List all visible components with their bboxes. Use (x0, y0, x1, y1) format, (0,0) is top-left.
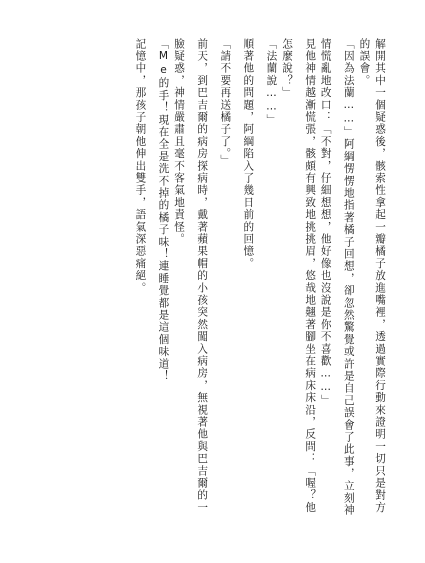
text-column-5: 見他神情越漸慌張，骸頗有興致地挑挑眉，悠哉地翹著腳坐在病床床沿，反問：「喔？他 (304, 38, 317, 514)
text-column-12: 「Me的手！現在全是洗不掉的橘子味！連睡覺都是這個味道！ (157, 38, 170, 383)
text-column-6: 怎麼說？」 (281, 38, 294, 99)
vertical-text-body (124, 38, 387, 533)
text-column-9: 「請不要再送橘子了。」 (219, 38, 232, 167)
text-column-2: 的誤會。 (358, 38, 371, 87)
text-column-3: 「因為法蘭……」阿綱愣愣地指著橘子回想，卻忽然驚覺或許是自己誤會了此事，立刻神 (342, 38, 355, 517)
text-column-8: 順著他的問題，阿綱陷入了幾日前的回憶。 (242, 38, 255, 270)
text-column-11: 臉疑惑，神情嚴肅且毫不客氣地責怪。 (173, 38, 186, 246)
text-column-4: 情慌亂地改口：「不對，仔細想想，他好像也沒說是你不喜歡……」 (319, 38, 332, 407)
text-column-7: 「法蘭說……」 (265, 38, 278, 127)
text-column-13: 記憶中，那孩子朝他伸出雙手，語氣深惡痛絕。 (134, 38, 147, 295)
text-column-10: 前天，到巴吉爾的病房探病時，戴著蘋果帽的小孩突然闖入病房，無視著他與巴吉爾的一 (196, 38, 209, 514)
text-column-1: 解開其中一個疑惑後，骸索性拿起一瓣橘子放進嘴裡，透過實際行動來證明一切只是對方 (374, 38, 386, 514)
